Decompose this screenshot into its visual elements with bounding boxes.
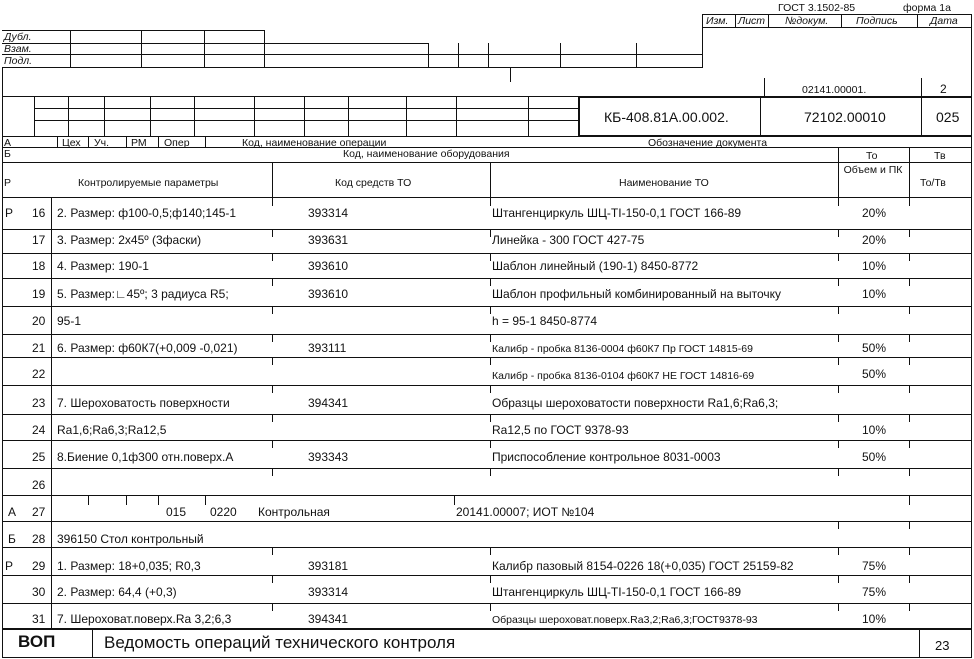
podpis-label: Подпись — [856, 15, 898, 27]
row-code: 393610 — [308, 287, 349, 301]
row-code: 393631 — [308, 233, 349, 247]
row-volume: 10% — [862, 612, 887, 626]
izm-label: Изм. — [706, 15, 729, 27]
row-number: 20 — [32, 314, 46, 328]
legend-equip: Код, наименование оборудования — [343, 148, 510, 160]
operation-code: 0220 — [210, 505, 237, 519]
gost-label: ГОСТ 3.1502-85 — [778, 2, 856, 14]
legend-oper: Опер — [164, 137, 190, 149]
row-name: h = 95-1 8450-8774 — [492, 314, 598, 328]
row-number: 21 — [32, 341, 46, 355]
row-name: Калибр - пробка 8136-0104 ф60К7 НЕ ГОСТ 14816-69 — [492, 370, 755, 382]
legend-totv: То/Тв — [920, 177, 946, 189]
row-number: 19 — [32, 287, 46, 301]
doc-code: КБ-408.81А.00.002. — [604, 109, 729, 125]
row-number: 22 — [32, 367, 46, 381]
row-param: 5. Размер:∟45º; 3 радиуса R5; — [57, 287, 229, 301]
row-name: Шаблон линейный (190-1) 8450-8772 — [492, 259, 699, 273]
sheet-number: 2 — [940, 82, 947, 96]
row-code: 393181 — [308, 559, 349, 573]
row-volume: 75% — [862, 559, 887, 573]
row-volume: 75% — [862, 585, 887, 599]
data-label: Дата — [930, 15, 958, 27]
row-param: 3. Размер: 2х45º (3фаски) — [57, 233, 202, 247]
row-volume: 10% — [862, 287, 887, 301]
legend-code-op: Код, наименование операции — [242, 137, 387, 149]
equipment-name: 396150 Стол контрольный — [57, 532, 204, 546]
row-number: 27 — [32, 505, 46, 519]
row-name: Штангенциркуль ШЦ-ТI-150-0,1 ГОСТ 166-89 — [492, 206, 742, 220]
row-number: 18 — [32, 259, 46, 273]
legend-rm: РМ — [131, 137, 147, 149]
legend-params: Контролируемые параметры — [78, 177, 219, 189]
row-name: Линейка - 300 ГОСТ 427-75 — [492, 233, 645, 247]
nodokum-label: №докум. — [785, 15, 829, 27]
row-code: 393111 — [308, 341, 347, 355]
row-name: Шаблон профильный комбинированный на выточку — [492, 287, 782, 301]
row-volume: 50% — [862, 367, 887, 381]
row-param: 2. Размер: 64,4 (+0,3) — [57, 585, 177, 599]
code-small: 02141.00001. — [802, 84, 867, 96]
footer-code: ВОП — [18, 632, 56, 651]
legend-doc: Обозначение документа — [648, 137, 768, 149]
legend-name-to: Наименование ТО — [619, 177, 709, 189]
legend-code-to: Код средств ТО — [335, 177, 412, 189]
row-name: Приспособление контрольное 8031-0003 — [492, 450, 721, 464]
row-volume: 20% — [862, 233, 887, 247]
footer-page: 23 — [935, 638, 950, 653]
row-name: Образцы шероховат.поверх.Ra3,2;Ra6,3;ГОСТ9378-93 — [492, 614, 758, 626]
operation-name: Контрольная — [258, 505, 330, 519]
row-code: 394341 — [308, 612, 349, 626]
row-param: 8.Биение 0,1ф300 отн.поверх.А — [57, 450, 234, 464]
row-number: 31 — [32, 612, 46, 626]
row-volume: 20% — [862, 206, 887, 220]
row-number: 17 — [32, 233, 46, 247]
dubl-label: Дубл. — [4, 31, 32, 43]
row-number: 16 — [32, 206, 46, 220]
row-number: 29 — [32, 559, 46, 573]
row-code: 393343 — [308, 450, 349, 464]
row-name: Калибр - пробка 8136-0004 ф60К7 Пр ГОСТ 14815-69 — [492, 343, 753, 355]
row-param: 7. Шероховатость поверхности — [57, 396, 230, 410]
legend-a-letter: А — [4, 137, 12, 149]
row-param: Ra1,6;Ra6,3;Ra12,5 — [57, 423, 167, 437]
legend-vol: Объем и ПК — [843, 164, 903, 176]
row-number: 25 — [32, 450, 46, 464]
row-volume: 50% — [862, 341, 887, 355]
row-mark: Б — [8, 532, 16, 546]
legend-uch: Уч. — [94, 137, 110, 149]
doc-number: 025 — [936, 109, 960, 125]
row-number: 26 — [32, 478, 46, 492]
legend-tv: Тв — [934, 150, 946, 162]
row-code: 393610 — [308, 259, 349, 273]
row-code: 393314 — [308, 585, 349, 599]
legend-b-letter: Б — [4, 148, 11, 160]
legend-p-letter: Р — [4, 177, 12, 189]
row-mark: Р — [5, 559, 14, 573]
operation-number: 015 — [166, 505, 187, 519]
list-label: Лист — [738, 15, 766, 27]
row-mark: Р — [5, 206, 14, 220]
row-code: 393314 — [308, 206, 349, 220]
footer-title: Ведомость операций технического контроля — [104, 633, 456, 652]
row-number: 24 — [32, 423, 46, 437]
row-number: 23 — [32, 396, 46, 410]
row-number: 28 — [32, 532, 46, 546]
operation-document: 20141.00007; ИОТ №104 — [456, 505, 595, 519]
row-param: 7. Шероховат.поверх.Ra 3,2;6,3 — [57, 612, 232, 626]
vzam-label: Взам. — [4, 43, 32, 55]
row-param: 1. Размер: 18+0,035; R0,3 — [57, 559, 201, 573]
row-volume: 10% — [862, 259, 887, 273]
row-param: 2. Размер: ф100-0,5;ф140;145-1 — [57, 206, 237, 220]
row-param: 4. Размер: 190-1 — [57, 259, 149, 273]
row-volume: 50% — [862, 450, 887, 464]
row-name: Штангенциркуль ШЦ-ТI-150-0,1 ГОСТ 166-89 — [492, 585, 742, 599]
podl-label: Подл. — [4, 55, 33, 67]
row-mark: А — [8, 505, 17, 519]
row-param: 6. Размер: ф60К7(+0,009 -0,021) — [57, 341, 238, 355]
row-param: 95-1 — [57, 314, 82, 328]
row-volume: 10% — [862, 423, 887, 437]
legend-ceh: Цех — [62, 137, 81, 149]
legend-to: То — [866, 150, 878, 162]
row-name: Образцы шероховатости поверхности Ra1,6;Ra6,3; — [492, 396, 779, 410]
row-name: Ra12,5 по ГОСТ 9378-93 — [492, 423, 629, 437]
doc-code-2: 72102.00010 — [804, 109, 886, 125]
row-number: 30 — [32, 585, 46, 599]
form-label: форма 1а — [903, 2, 951, 14]
row-name: Калибр пазовый 8154-0226 18(+0,035) ГОСТ 25159-82 — [492, 559, 794, 573]
row-code: 394341 — [308, 396, 349, 410]
